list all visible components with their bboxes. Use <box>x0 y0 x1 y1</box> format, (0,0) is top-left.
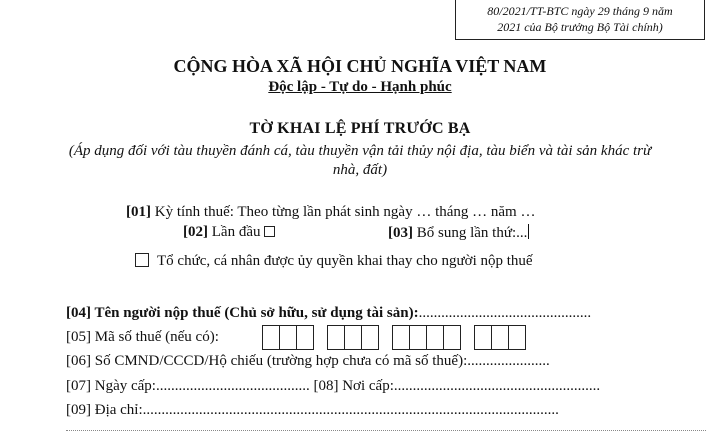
field-01-code: [01] <box>126 204 151 220</box>
tax-code-digit-box[interactable] <box>474 325 492 350</box>
tax-code-digit-box[interactable] <box>262 325 280 350</box>
form-subtitle-line-2: nhà, đất) <box>332 162 388 178</box>
field-08-label: [08] Nơi cấp: <box>309 378 394 394</box>
first-time-checkbox[interactable] <box>264 226 275 237</box>
authorized-declarant-row <box>135 253 533 270</box>
field-07-input-dots[interactable]: ......................................... <box>155 378 310 394</box>
text-cursor <box>528 224 529 239</box>
field-04-label: [04] Tên người nộp thuế (Chủ sở hữu, sử dụng tài sản): <box>66 305 419 321</box>
tax-code-digit-box[interactable] <box>426 325 444 350</box>
field-01-tax-period <box>126 204 535 221</box>
tax-code-digit-box[interactable] <box>327 325 345 350</box>
tax-code-group-gap <box>460 325 474 350</box>
form-subtitle-line-1: (Áp dụng đối với tàu thuyền đánh cá, tàu thuyền vận tải thủy nội địa, tàu biển và tài sản khác trừ <box>68 143 652 159</box>
legal-reference-box <box>455 0 705 40</box>
tax-code-digit-box[interactable] <box>508 325 526 350</box>
country-name: CỘNG HÒA XÃ HỘI CHỦ NGHĨA VIỆT NAM <box>173 56 547 76</box>
tax-code-digit-box[interactable] <box>361 325 379 350</box>
field-07-label: [07] Ngày cấp: <box>66 378 156 394</box>
field-02-first-time <box>183 224 275 241</box>
tax-code-digit-box[interactable] <box>296 325 314 350</box>
national-motto <box>0 79 720 96</box>
national-motto-text: Độc lập - Tự do - Hạnh phúc <box>268 79 452 95</box>
field-07-08-issue-info <box>66 378 600 395</box>
form-title: TỜ KHAI LỆ PHÍ TRƯỚC BẠ <box>249 120 471 137</box>
field-02-label: Lần đầu <box>208 224 265 240</box>
field-01-label: Kỳ tính thuế: Theo từng lần phát sinh ngày … tháng … năm … <box>151 204 536 220</box>
next-row-partial <box>66 426 706 432</box>
field-06-id-number <box>66 353 550 370</box>
field-03-supplement <box>388 224 529 242</box>
field-06-label: [06] Số CMND/CCCD/Hộ chiếu (trường hợp chưa có mã số thuế): <box>66 353 468 369</box>
field-05-tax-code-label: [05] Mã số thuế (nếu có): <box>66 329 219 345</box>
tax-code-digit-box[interactable] <box>443 325 461 350</box>
tax-code-input-boxes[interactable] <box>262 325 525 350</box>
legal-reference-line-1: 80/2021/TT-BTC ngày 29 tháng 9 năm <box>487 4 673 18</box>
authorized-declarant-checkbox[interactable] <box>135 253 149 267</box>
tax-code-group-gap <box>378 325 392 350</box>
tax-code-digit-box[interactable] <box>491 325 509 350</box>
field-09-input-dots[interactable]: ............................................................................................................... <box>142 402 559 418</box>
field-04-taxpayer-name <box>66 305 591 322</box>
field-09-address <box>66 402 559 419</box>
tax-code-digit-box[interactable] <box>392 325 410 350</box>
tax-code-digit-box[interactable] <box>344 325 362 350</box>
field-06-input-dots[interactable]: ...................... <box>467 353 550 369</box>
field-03-label[interactable]: Bổ sung lần thứ:... <box>413 225 528 241</box>
authorized-declarant-label: Tổ chức, cá nhân được ủy quyền khai thay cho người nộp thuế <box>157 253 533 269</box>
field-02-code: [02] <box>183 224 208 240</box>
field-09-label: [09] Địa chỉ: <box>66 402 143 418</box>
tax-code-digit-box[interactable] <box>279 325 297 350</box>
legal-reference-line-2: 2021 của Bộ trưởng Bộ Tài chính) <box>497 20 663 34</box>
field-04-input-dots[interactable]: .............................................. <box>418 305 592 321</box>
tax-code-digit-box[interactable] <box>409 325 427 350</box>
field-08-input-dots[interactable]: ....................................................... <box>393 378 601 394</box>
field-03-code: [03] <box>388 225 413 241</box>
tax-code-group-gap <box>313 325 327 350</box>
